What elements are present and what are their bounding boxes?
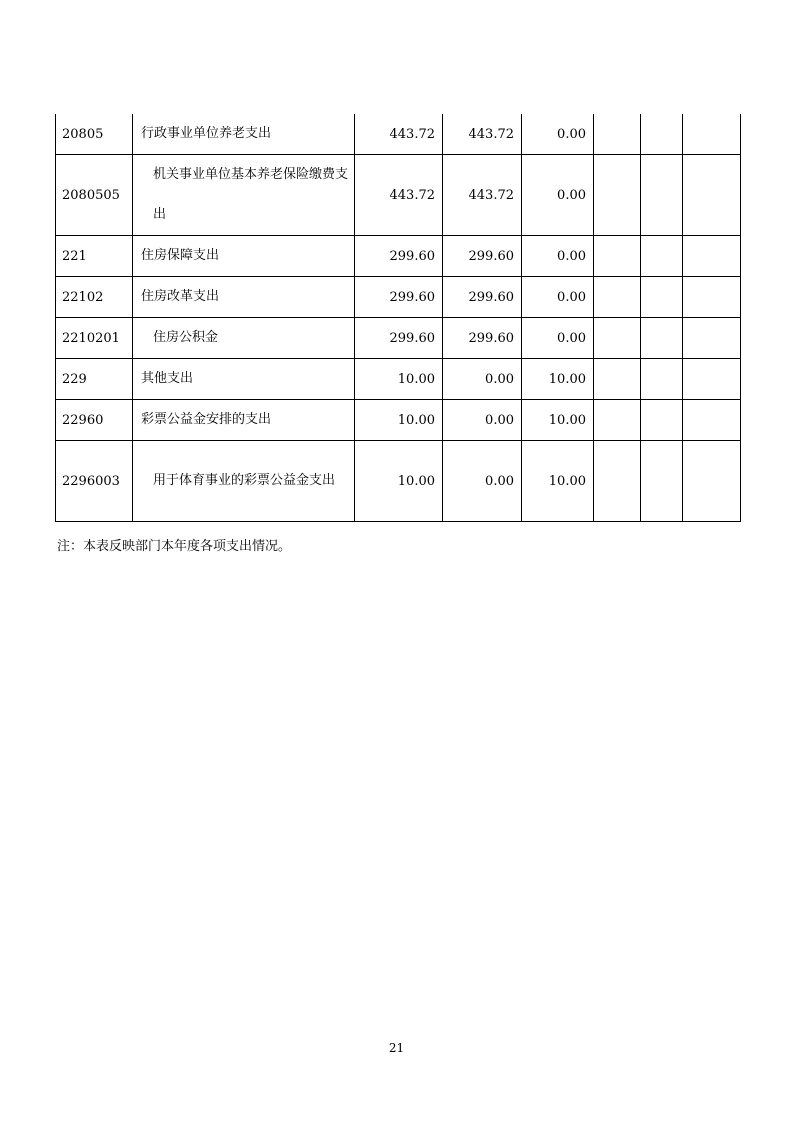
row-name: 行政事业单位养老支出 <box>133 114 355 155</box>
table-row <box>56 359 741 400</box>
row-value-1: 299.60 <box>355 236 443 277</box>
row-value-3: 10.00 <box>522 359 594 400</box>
row-empty-cell <box>683 318 741 359</box>
row-value-1: 299.60 <box>355 318 443 359</box>
row-name: 彩票公益金安排的支出 <box>133 400 355 441</box>
row-empty-cell <box>683 277 741 318</box>
row-empty-cell <box>641 359 683 400</box>
table-row <box>56 236 741 277</box>
row-value-2: 443.72 <box>443 155 522 236</box>
row-name: 住房保障支出 <box>133 236 355 277</box>
row-empty-cell <box>594 155 641 236</box>
row-value-2: 299.60 <box>443 318 522 359</box>
row-empty-cell <box>683 155 741 236</box>
row-name: 机关事业单位基本养老保险缴费支出 <box>133 155 355 236</box>
row-code: 2080505 <box>56 155 133 236</box>
row-value-1: 10.00 <box>355 400 443 441</box>
row-empty-cell <box>683 114 741 155</box>
row-empty-cell <box>641 236 683 277</box>
row-empty-cell <box>641 277 683 318</box>
table-row <box>56 155 741 236</box>
row-empty-cell <box>683 400 741 441</box>
row-empty-cell <box>641 441 683 522</box>
table-row <box>56 114 741 155</box>
row-name: 住房改革支出 <box>133 277 355 318</box>
row-empty-cell <box>594 277 641 318</box>
row-value-2: 0.00 <box>443 441 522 522</box>
row-code: 20805 <box>56 114 133 155</box>
expenditure-table <box>55 114 741 522</box>
row-empty-cell <box>641 155 683 236</box>
row-value-1: 10.00 <box>355 441 443 522</box>
row-code: 229 <box>56 359 133 400</box>
row-value-1: 10.00 <box>355 359 443 400</box>
row-value-3: 0.00 <box>522 155 594 236</box>
row-empty-cell <box>594 114 641 155</box>
table-row <box>56 441 741 522</box>
row-empty-cell <box>594 400 641 441</box>
table-row <box>56 400 741 441</box>
row-empty-cell <box>641 400 683 441</box>
row-value-2: 443.72 <box>443 114 522 155</box>
row-name: 用于体育事业的彩票公益金支出 <box>133 441 355 522</box>
row-value-2: 299.60 <box>443 277 522 318</box>
row-code: 2210201 <box>56 318 133 359</box>
row-value-3: 0.00 <box>522 236 594 277</box>
row-empty-cell <box>594 318 641 359</box>
row-empty-cell <box>641 318 683 359</box>
row-empty-cell <box>683 441 741 522</box>
table-note: 注：本表反映部门本年度各项支出情况。 <box>57 539 292 554</box>
page-number: 21 <box>388 1041 405 1055</box>
row-value-3: 0.00 <box>522 318 594 359</box>
row-empty-cell <box>641 114 683 155</box>
row-value-1: 299.60 <box>355 277 443 318</box>
row-code: 22960 <box>56 400 133 441</box>
row-value-1: 443.72 <box>355 114 443 155</box>
row-code: 22102 <box>56 277 133 318</box>
table-row <box>56 277 741 318</box>
row-value-2: 299.60 <box>443 236 522 277</box>
table-row <box>56 318 741 359</box>
row-empty-cell <box>683 359 741 400</box>
row-value-2: 0.00 <box>443 400 522 441</box>
row-empty-cell <box>594 441 641 522</box>
row-empty-cell <box>683 236 741 277</box>
row-value-2: 0.00 <box>443 359 522 400</box>
row-value-3: 0.00 <box>522 114 594 155</box>
row-value-3: 0.00 <box>522 277 594 318</box>
row-name: 住房公积金 <box>133 318 355 359</box>
row-code: 2296003 <box>56 441 133 522</box>
row-value-3: 10.00 <box>522 400 594 441</box>
row-empty-cell <box>594 236 641 277</box>
table-body <box>56 114 741 522</box>
row-value-3: 10.00 <box>522 441 594 522</box>
row-name: 其他支出 <box>133 359 355 400</box>
row-value-1: 443.72 <box>355 155 443 236</box>
row-code: 221 <box>56 236 133 277</box>
row-empty-cell <box>594 359 641 400</box>
